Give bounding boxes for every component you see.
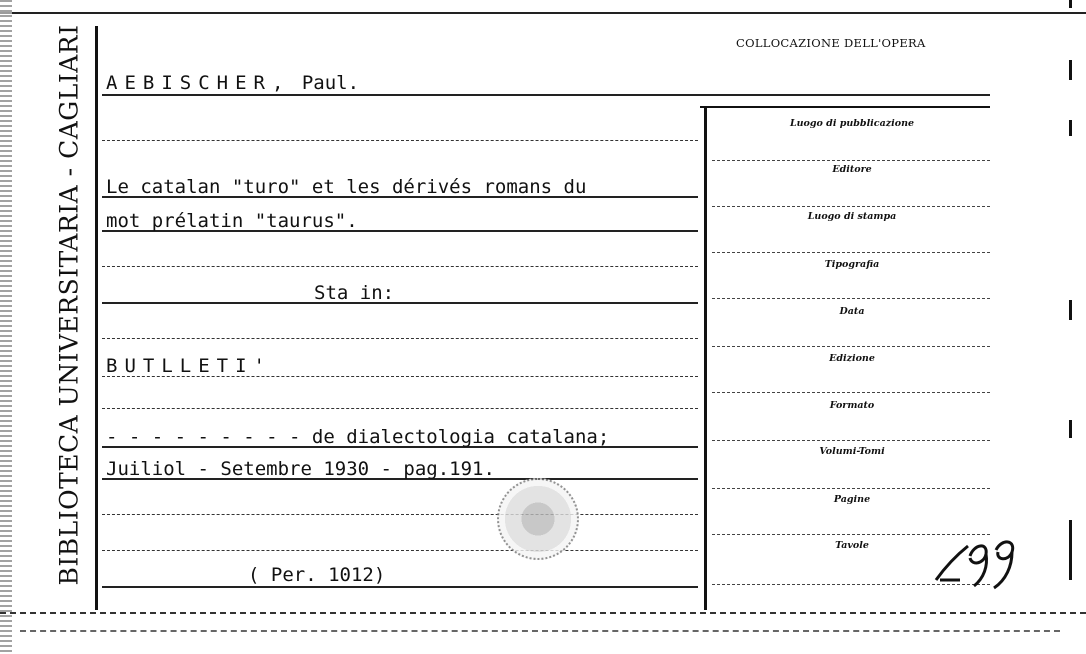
ruled-line [102, 338, 698, 339]
card-top-edge [0, 0, 1086, 14]
field-editore: Editore [832, 164, 872, 175]
ruled-line [102, 586, 698, 588]
field-luogo-stampa: Luogo di stampa [807, 211, 897, 222]
author-line [106, 72, 359, 94]
fields-panel-top [700, 106, 990, 108]
field-tipografia: Tipografia [824, 259, 880, 270]
journal-subtitle: - - - - - - - - - de dialectologia catalana; [106, 426, 610, 448]
field-line [712, 298, 990, 299]
ruled-line [102, 514, 698, 515]
card-bottom-edge-shadow [20, 630, 1060, 634]
field-line [712, 440, 990, 441]
ruled-line [102, 140, 698, 141]
author-name: Paul. [301, 72, 360, 94]
ruled-line [102, 408, 698, 409]
card-right-edge [1056, 0, 1086, 600]
field-line [712, 392, 990, 393]
ruled-line [102, 302, 698, 304]
spine-label-area [44, 24, 94, 586]
field-pagine: Pagine [833, 494, 871, 505]
field-line [712, 534, 990, 535]
field-line [712, 346, 990, 347]
ruled-line [102, 94, 990, 96]
title-line-2: mot prélatin "taurus". [106, 210, 358, 232]
library-spine-label: BIBLIOTECA UNIVERSITARIA - CAGLIARI [54, 24, 84, 586]
sta-in-label: Sta in: [314, 282, 395, 304]
field-data: Data [839, 306, 865, 317]
field-tavole: Tavole [835, 540, 869, 551]
field-line [712, 252, 990, 253]
journal-issue: Juiliol - Setembre 1930 - pag.191. [106, 458, 495, 480]
field-line [712, 206, 990, 207]
author-surname: AEBISCHER, [106, 72, 291, 94]
ruled-line [102, 266, 698, 267]
title-line-1: Le catalan "turo" et les dérivés romans du [106, 176, 587, 198]
fields-panel-divider [704, 108, 707, 610]
library-stamp [497, 478, 579, 560]
field-formato: Formato [829, 400, 875, 411]
card-bottom-edge [0, 612, 1086, 617]
field-line [712, 160, 990, 161]
journal-name: BUTLLETI' [106, 355, 272, 377]
collocazione-header: COLLOCAZIONE DELL'OPERA [736, 36, 926, 50]
ruled-line [102, 550, 698, 551]
handwritten-number [930, 536, 1020, 591]
card-left-edge [0, 0, 12, 654]
field-luogo-pubblicazione: Luogo di pubblicazione [789, 118, 915, 129]
shelfmark: ( Per. 1012) [248, 564, 386, 586]
field-volumi-tomi: Volumi-Tomi [819, 446, 885, 457]
field-line [712, 488, 990, 489]
field-edizione: Edizione [829, 353, 875, 364]
left-margin-rule [95, 26, 98, 610]
